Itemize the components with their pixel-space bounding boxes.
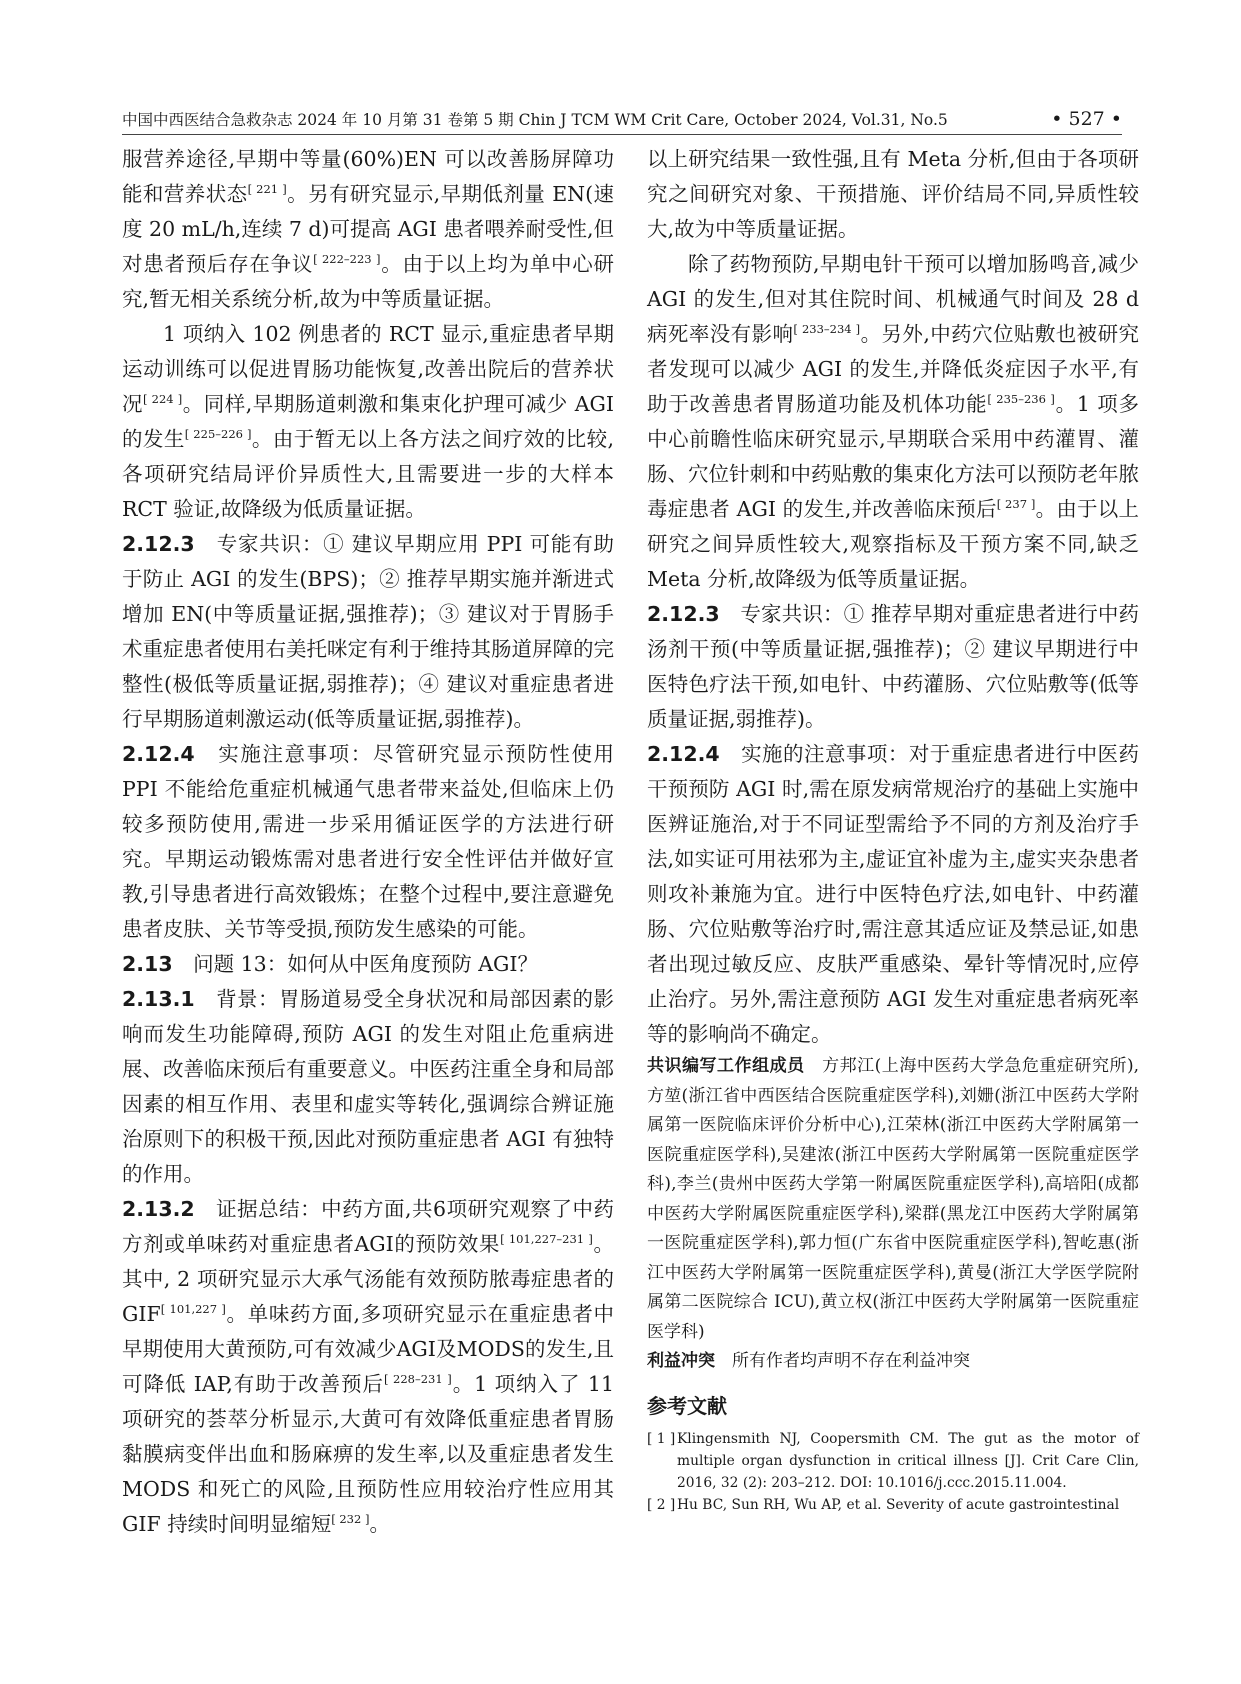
conflict-of-interest: 利益冲突 所有作者均声明不存在利益冲突: [647, 1351, 970, 1371]
section-label: 专家共识：: [216, 532, 324, 556]
section-2-12-3-tcm: 2.12.3 专家共识：① 推荐早期对重症患者进行中药汤剂干预(中等质量证据,强推荐)；② 建议早期进行中医特色疗法干预,如电针、中药灌肠、穴位贴敷等(低等质量证据,弱推荐)。: [647, 602, 1140, 731]
paragraph: 服营养途径,早期中等量(60%)EN 可以改善肠屏障功能和营养状态[ 221 ]。另有研究显示,早期低剂量 EN(速度 20 mL/h,连续 7 d)可提高 AGI 患者喂养耐受性,但对患者预后存在争议[ 222–223 ]。由于以上均为单中心研究,暂无相关系统分析,故为中等质量证据。: [122, 147, 615, 311]
members-label: 共识编写工作组成员: [647, 1056, 805, 1076]
paragraph: 除了药物预防,早期电针干预可以增加肠鸣音,减少 AGI 的发生,但对其住院时间、机械通气时间及 28 d 病死率没有影响[ 233–234 ]。另外,中药穴位贴敷也被研究者发现可以减少 AGI 的发生,并降低炎症因子水平,有助于改善患者胃肠道功能及机体功能[ 235–236 ]。1 项多中心前瞻性临床研究显示,早期联合采用中药灌胃、灌肠、穴位针刺和中药贴敷的集束化方法可以预防老年脓毒症患者 AGI 的发生,并改善临床预后[ 237 ]。由于以上研究之间异质性较大,观察指标及干预方案不同,缺乏 Meta 分析,故降级为低等质量证据。: [647, 252, 1140, 591]
right-column: [647, 142, 1139, 1516]
section-heading-2-13: [122, 947, 614, 982]
running-header: [122, 96, 1122, 135]
citation[interactable]: [ 237 ]: [996, 497, 1036, 511]
journal-citation: 中国中西医结合急救杂志 2024 年 10 月第 31 卷第 5 期 Chin J TCM WM Crit Care, October 2024, Vol.31, No.5: [122, 111, 948, 129]
section-number: 2.12.3: [122, 532, 195, 556]
section-number: 2.13.1: [122, 987, 195, 1011]
working-group-members: 共识编写工作组成员 方邦江(上海中医药大学急危重症研究所),方堃(浙江省中西医结合医院重症医学科),刘姗(浙江中医药大学附属第一医院临床评价分析中心),江荣林(浙江中医药大学附属第一医院重症医学科),吴建浓(浙江中医药大学附属第一医院重症医学科),李兰(贵州中医药大学第一附属医院重症医学科),高培阳(成都中医药大学附属医院重症医学科),梁群(黑龙江中医药大学附属第一医院重症医学科),郭力恒(广东省中医院重症医学科),智屹惠(浙江中医药大学附属第一医院重症医学科),黄曼(浙江大学医学院附属第二医院综合 ICU),黄立权(浙江中医药大学附属第一医院重症医学科): [647, 1056, 1140, 1342]
left-column: [122, 142, 614, 1542]
section-2-12-4-tcm: 2.12.4 实施的注意事项：对于重症患者进行中医药干预预防 AGI 时,需在原发病常规治疗的基础上实施中医辨证施治,对于不同证型需给予不同的方剂及治疗手法,如实证可用祛邪为主,虚证宜补虚为主,虚实夹杂患者则攻补兼施为宜。进行中医特色疗法,如电针、中药灌肠、穴位贴敷等治疗时,需注意其适应证及禁忌证,如患者出现过敏反应、皮肤严重感染、晕针等情况时,应停止治疗。另外,需注意预防 AGI 发生对重症患者病死率等的影响尚不确定。: [647, 742, 1140, 1046]
section-number: 2.12.4: [122, 742, 195, 766]
section-number: 2.12.3: [647, 602, 720, 626]
section-number: 2.13.2: [122, 1197, 195, 1221]
reference-number: [ 1 ]: [647, 1430, 676, 1447]
citation[interactable]: [ 228–231 ]: [383, 1372, 452, 1386]
section-2-13-2: 2.13.2 证据总结：中药方面,共6项研究观察了中药方剂或单味药对重症患者AGI的预防效果[ 101,227–231 ]。其中, 2 项研究显示大承气汤能有效预防脓毒症患者的 GIF[ 101,227 ]。单味药方面,多项研究显示在重症患者中早期使用大黄预防,可有效减少AGI及MODS的发生,且可降低 IAP,有助于改善预后[ 228–231 ]。1 项纳入了 11 项研究的荟萃分析显示,大黄可有效降低重症患者胃肠黏膜病变伴出血和肠麻痹的发生率,以及重症患者发生 MODS 和死亡的风险,且预防性应用较治疗性应用其 GIF 持续时间明显缩短[ 232 ]。: [122, 1197, 615, 1536]
citation[interactable]: [ 101,227–231 ]: [500, 1232, 593, 1246]
section-2-12-3: 2.12.3 专家共识：① 建议早期应用 PPI 可能有助于防止 AGI 的发生(BPS)；② 推荐早期实施并渐进式增加 EN(中等质量证据,强推荐)；③ 建议对于胃肠手术重症患者使用右美托咪定有利于维持其肠道屏障的完整性(极低等质量证据,弱推荐)；④ 建议对重症患者进行早期肠道刺激运动(低等质量证据,弱推荐)。: [122, 532, 614, 731]
section-number: 2.12.4: [647, 742, 720, 766]
section-2-13-1: 2.13.1 背景：胃肠道易受全身状况和局部因素的影响而发生功能障碍,预防 AGI 的发生对阻止危重病进展、改善临床预后有重要意义。中医药注重全身和局部因素的相互作用、表里和虚实等转化,强调综合辨证施治原则下的积极干预,因此对预防重症患者 AGI 有独特的作用。: [122, 987, 615, 1186]
citation[interactable]: [ 221 ]: [247, 182, 287, 196]
reference-number: [ 2 ]: [647, 1496, 676, 1513]
reference-list: [647, 1428, 1139, 1516]
citation[interactable]: [ 235–236 ]: [987, 392, 1055, 406]
section-label: 实施的注意事项：: [741, 742, 909, 766]
citation[interactable]: [ 232 ]: [331, 1512, 370, 1526]
section-label: 专家共识：: [740, 602, 844, 626]
reference-text: Hu BC, Sun RH, Wu AP, et al. Severity of acute gastrointestinal: [677, 1496, 1120, 1513]
citation[interactable]: [ 224 ]: [143, 392, 183, 406]
reference-text: Klingensmith NJ, Coopersmith CM. The gut as the motor of multiple organ dysfunction in critical illness [J]. Crit Care Clin, 2016, 32 (2): 203–212. DOI: 10.1016/j.ccc.2015.11.004.: [677, 1430, 1139, 1491]
section-label: 实施注意事项：: [218, 742, 373, 766]
section-2-12-4: 2.12.4 实施注意事项：尽管研究显示预防性使用 PPI 不能给危重症机械通气患者带来益处,但临床上仍较多预防使用,需进一步采用循证医学的方法进行研究。早期运动锻炼需对患者进行安全性评估并做好宣教,引导患者进行高效锻炼；在整个过程中,要注意避免患者皮肤、关节等受损,预防发生感染的可能。: [122, 742, 615, 941]
references-title: 参考文献: [647, 1393, 727, 1418]
section-title: 问题 13：如何从中医角度预防 AGI？: [193, 952, 538, 976]
section-number: 2.13: [122, 952, 173, 976]
citation[interactable]: [ 233–234 ]: [793, 322, 861, 336]
paragraph: 1 项纳入 102 例患者的 RCT 显示,重症患者早期运动训练可以促进胃肠功能恢复,改善出院后的营养状况[ 224 ]。同样,早期肠道刺激和集束化护理可减少 AGI 的发生[ 225–226 ]。由于暂无以上各方法之间疗效的比较,各项研究结局评价异质性大,且需要进一步的大样本 RCT 验证,故降级为低质量证据。: [122, 322, 615, 521]
reference-item: [647, 1428, 1139, 1494]
citation[interactable]: [ 222–223 ]: [313, 252, 381, 266]
reference-item: [647, 1494, 1139, 1516]
paragraph: 以上研究结果一致性强,且有 Meta 分析,但由于各项研究之间研究对象、干预措施、评价结局不同,异质性较大,故为中等质量证据。: [647, 147, 1139, 241]
citation[interactable]: [ 225–226 ]: [184, 427, 252, 441]
conflict-label: 利益冲突: [647, 1351, 715, 1371]
section-label: 证据总结：: [216, 1197, 322, 1221]
section-label: 背景：: [216, 987, 279, 1011]
citation[interactable]: [ 101,227 ]: [160, 1302, 226, 1316]
page-number: • 527 •: [1051, 108, 1122, 130]
